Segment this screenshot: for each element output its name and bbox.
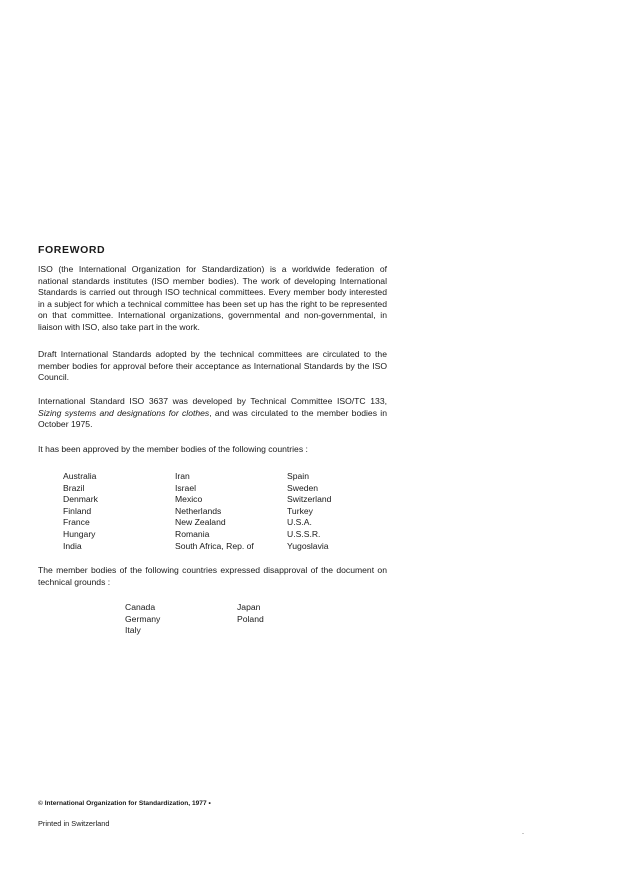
printed-location: Printed in Switzerland <box>38 819 110 828</box>
country-item: South Africa, Rep. of <box>175 540 254 551</box>
country-item: Canada <box>125 602 156 612</box>
country-item: Japan <box>237 602 261 612</box>
foreword-heading: FOREWORD <box>38 244 106 256</box>
approved-countries-col2 <box>175 471 254 552</box>
scan-speck <box>522 833 524 834</box>
country-item: Poland <box>237 613 264 624</box>
committee-title: Sizing systems and designations for clothes <box>38 407 210 418</box>
foreword-paragraph-approval: It has been approved by the member bodies of the following countries : <box>38 444 308 454</box>
country-item: Switzerland <box>287 494 332 505</box>
foreword-paragraph-draft-standards: Draft International Standards adopted by the technical committees are circulated to the member bodies for approval before their acceptance as International Standards by the ISO Council. <box>38 349 387 383</box>
foreword-paragraph-disapproval: The member bodies of the following countries expressed disapproval of the document on technical grounds : <box>38 565 387 587</box>
country-item: Sweden <box>287 482 319 493</box>
country-item: Finland <box>63 505 92 516</box>
country-item: Iran <box>175 471 190 481</box>
disapproved-countries-col1 <box>125 602 160 637</box>
disapproved-countries-col2 <box>237 602 264 625</box>
approved-countries-col1 <box>63 471 98 552</box>
country-item: Australia <box>63 471 97 481</box>
country-item: Israel <box>175 482 197 493</box>
country-item: Yugoslavia <box>287 540 329 551</box>
approved-countries-col3 <box>287 471 331 552</box>
foreword-paragraph-standard-info <box>38 396 387 431</box>
country-item: Hungary <box>63 528 96 539</box>
copyright-notice: © International Organization for Standardization, 1977 • <box>38 800 211 807</box>
country-item: U.S.A. <box>287 517 312 528</box>
paragraph3-text-start: International Standard ISO 3637 was developed by Technical Committee ISO/TC 133, <box>38 396 387 406</box>
foreword-paragraph-iso-intro: ISO (the International Organization for Standardization) is a worldwide federation of national standards institutes (ISO member bodies). The work of developing International Standards is carried out through ISO technical committees. Every member body interested in a subject for which a technical committee has been set up has the right to be represented on that committee. International organizations, governmental and non-governmental, in liaison with ISO, also take part in the work. <box>38 264 387 332</box>
country-item: Turkey <box>287 505 313 516</box>
paragraph3-text-end: , and was circulated to the member bodies in October 1975. <box>38 407 387 430</box>
country-item: Mexico <box>175 494 203 505</box>
country-item: Germany <box>125 613 161 624</box>
country-item: Spain <box>287 471 309 481</box>
country-item: Brazil <box>63 482 85 493</box>
country-item: India <box>63 540 82 551</box>
country-item: France <box>63 517 90 528</box>
country-item: Italy <box>125 625 141 636</box>
country-item: Denmark <box>63 494 98 505</box>
country-item: New Zealand <box>175 517 226 528</box>
country-item: Netherlands <box>175 505 222 516</box>
country-item: Romania <box>175 528 210 539</box>
country-item: U.S.S.R. <box>287 528 321 539</box>
